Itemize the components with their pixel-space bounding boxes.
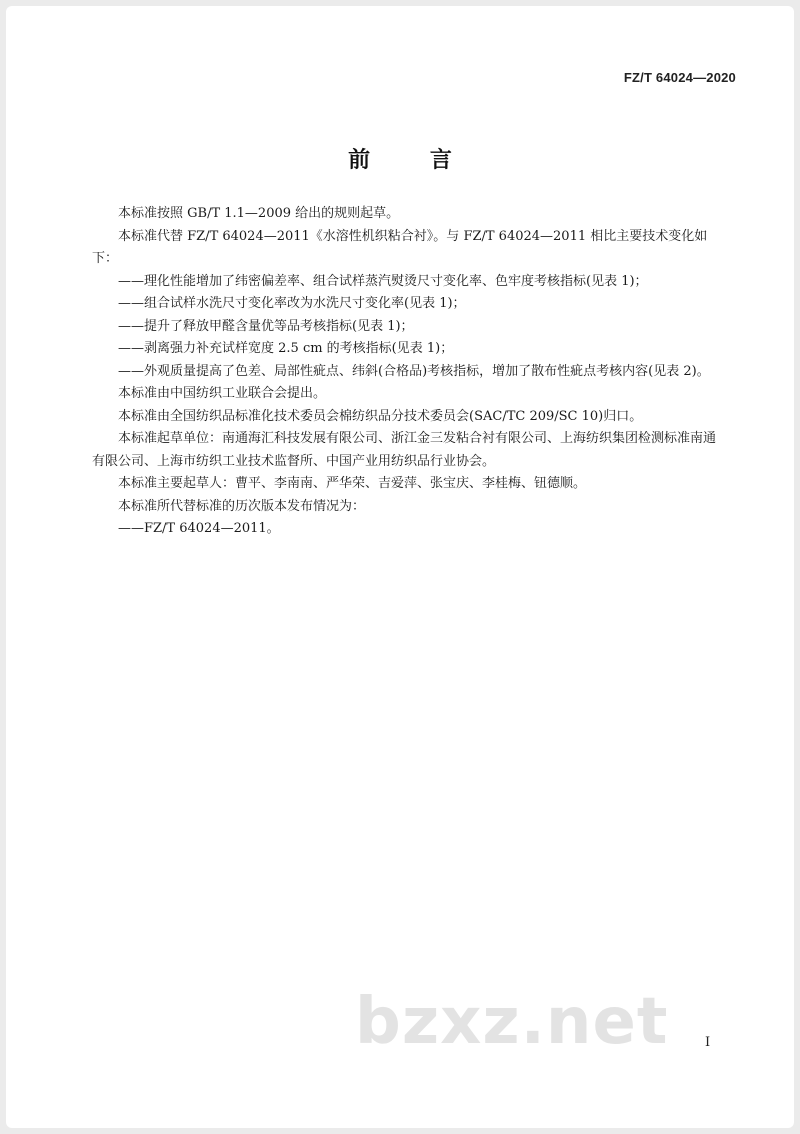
- paragraph-committee: 本标准由全国纺织品标准化技术委员会棉纺织品分技术委员会(SAC/TC 209/SC 10)归口。: [118, 408, 643, 424]
- change-item-appearance: ——外观质量提高了色差、局部性疵点、纬斜(合格品)考核指标，增加了散布性疵点考核内容(见表 2)。: [118, 363, 710, 379]
- paragraph-proposer: 本标准由中国纺织工业联合会提出。: [118, 386, 327, 401]
- paragraph-version-history: 本标准所代替标准的历次版本发布情况为：: [118, 498, 366, 514]
- change-item-physical-chemical: ——理化性能增加了纬密偏差率、组合试样蒸汽熨烫尺寸变化率、色牢度考核指标(见表 1)；: [118, 273, 648, 289]
- paragraph-drafters: 本标准主要起草人：曹平、李南南、严华荣、吉爱萍、张宝庆、李桂梅、钮德顺。: [118, 476, 587, 491]
- version-history-item: ——FZ/T 64024—2011。: [118, 521, 280, 536]
- document-page: [6, 6, 794, 1128]
- page-title: 前 言: [348, 148, 478, 173]
- paragraph-replacement: 本标准代替 FZ/T 64024—2011《水溶性机织粘合衬》。与 FZ/T 64024—2011 相比主要技术变化如下：: [92, 228, 708, 266]
- watermark: bzxz.net: [355, 985, 669, 1059]
- change-item-peel-strength: ——剥离强力补充试样宽度 2.5 cm 的考核指标(见表 1)；: [118, 341, 454, 356]
- paragraph-drafting-units: 本标准起草单位：南通海汇科技发展有限公司、浙江金三发粘合衬有限公司、上海纺织集团检测标准南通有限公司、上海市纺织工业技术监督所、中国产业用纺织品行业协会。: [92, 431, 717, 469]
- document-code: FZ/T 64024—2020: [623, 70, 736, 85]
- change-item-washing: ——组合试样水洗尺寸变化率改为水洗尺寸变化率(见表 1)；: [118, 296, 466, 311]
- page-number: I: [705, 1035, 711, 1050]
- paragraph-drafting-rule: 本标准按照 GB/T 1.1—2009 给出的规则起草。: [118, 206, 400, 221]
- change-item-formaldehyde: ——提升了释放甲醛含量优等品考核指标(见表 1)；: [118, 318, 414, 334]
- foreword-body: [92, 203, 724, 541]
